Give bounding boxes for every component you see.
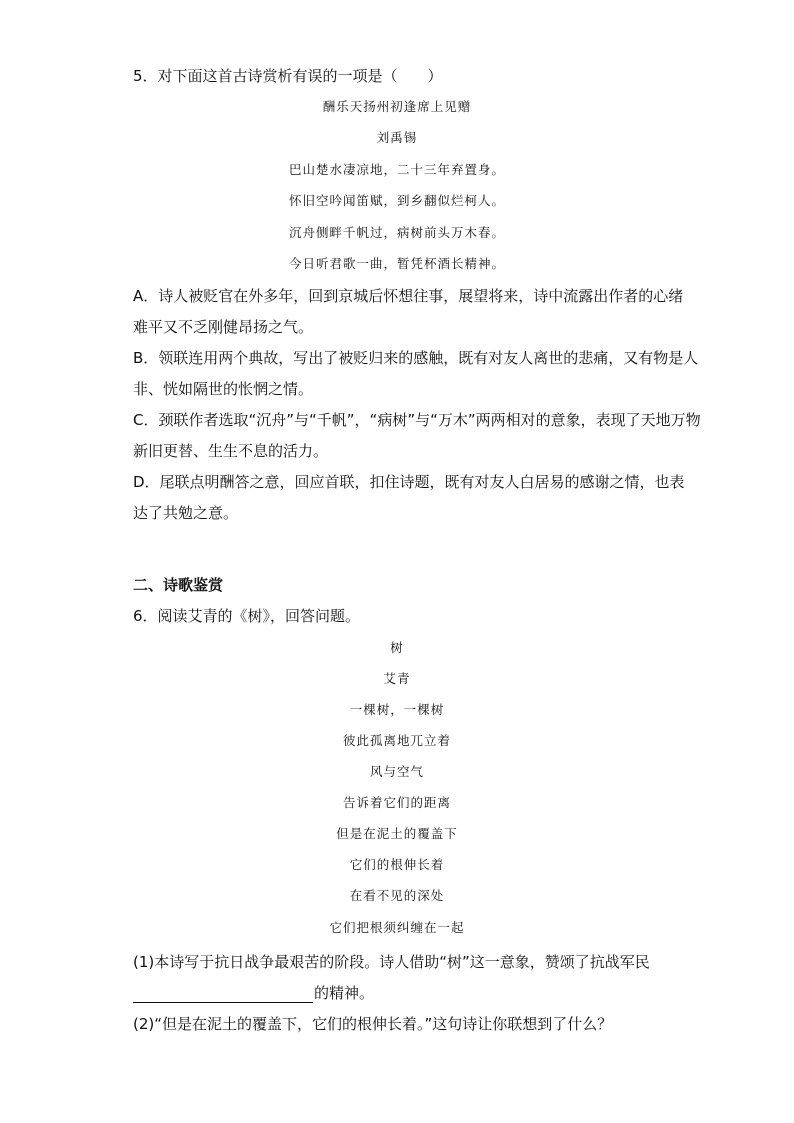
option-b: B．领联连用两个典故，写出了被贬归来的感触，既有对友人离世的悲痛，又有物是人 <box>133 349 699 367</box>
poem-line: 风与空气 <box>369 764 424 779</box>
option-c: C．颈联作者选取“沉舟”与“千帆”，“病树”与“万木”两两相对的意象，表现了天地万物 <box>133 411 701 429</box>
poem-title: 树 <box>390 640 404 655</box>
poem-line: 它们的根伸长着 <box>349 857 445 872</box>
option-c-cont: 新旧更替、生生不息的活力。 <box>133 442 329 460</box>
poem-author: 艾青 <box>383 671 411 686</box>
sub-question-1-cont <box>133 983 374 1003</box>
poem-line: 彼此孤离地兀立着 <box>342 733 451 748</box>
poem-line: 今日听君歌一曲，暂凭杯酒长精神。 <box>288 256 505 271</box>
poem-line: 在看不见的深处 <box>349 888 445 903</box>
poem-line: 告诉着它们的距离 <box>342 795 451 810</box>
sub-question-2: (2)“但是在泥土的覆盖下，它们的根伸长着。”这句诗让你联想到了什么？ <box>133 1015 613 1033</box>
poem-line: 巴山楚水凄凉地，二十三年弃置身。 <box>288 162 505 177</box>
poem-line: 它们把根须纠缠在一起 <box>329 920 465 935</box>
option-a-cont: 难平又不乏刚健昂扬之气。 <box>133 318 314 336</box>
answer-blank[interactable] <box>133 987 313 1003</box>
sub-question-1-tail: 的精神。 <box>314 984 375 1002</box>
option-d: D．尾联点明酬答之意，回应首联，扣住诗题，既有对友人白居易的感谢之情，也表 <box>133 473 685 491</box>
poem-author: 刘禹锡 <box>376 130 418 145</box>
poem-line: 怀旧空吟闻笛赋，到乡翻似烂柯人。 <box>288 193 505 208</box>
section-heading: 二、诗歌鉴赏 <box>133 576 224 594</box>
poem-line: 沉舟侧畔千帆过，病树前头万木春。 <box>288 225 505 240</box>
question-5-stem: 5．对下面这首古诗赏析有误的一项是（ ） <box>133 67 443 85</box>
poem-title: 酬乐天扬州初逢席上见赠 <box>322 99 472 114</box>
poem-line: 但是在泥土的覆盖下 <box>336 826 458 841</box>
option-d-cont: 达了共勉之意。 <box>133 504 239 522</box>
sub-question-1: (1)本诗写于抗日战争最艰苦的阶段。诗人借助“树”这一意象，赞颂了抗战军民 <box>133 953 650 971</box>
option-b-cont: 非、恍如隔世的怅惘之情。 <box>133 380 314 398</box>
poem-line: 一棵树，一棵树 <box>349 702 445 717</box>
question-6-stem: 6．阅读艾青的《树》，回答问题。 <box>133 607 361 625</box>
option-a: A．诗人被贬官在外多年，回到京城后怀想往事，展望将来，诗中流露出作者的心绪 <box>133 287 684 305</box>
